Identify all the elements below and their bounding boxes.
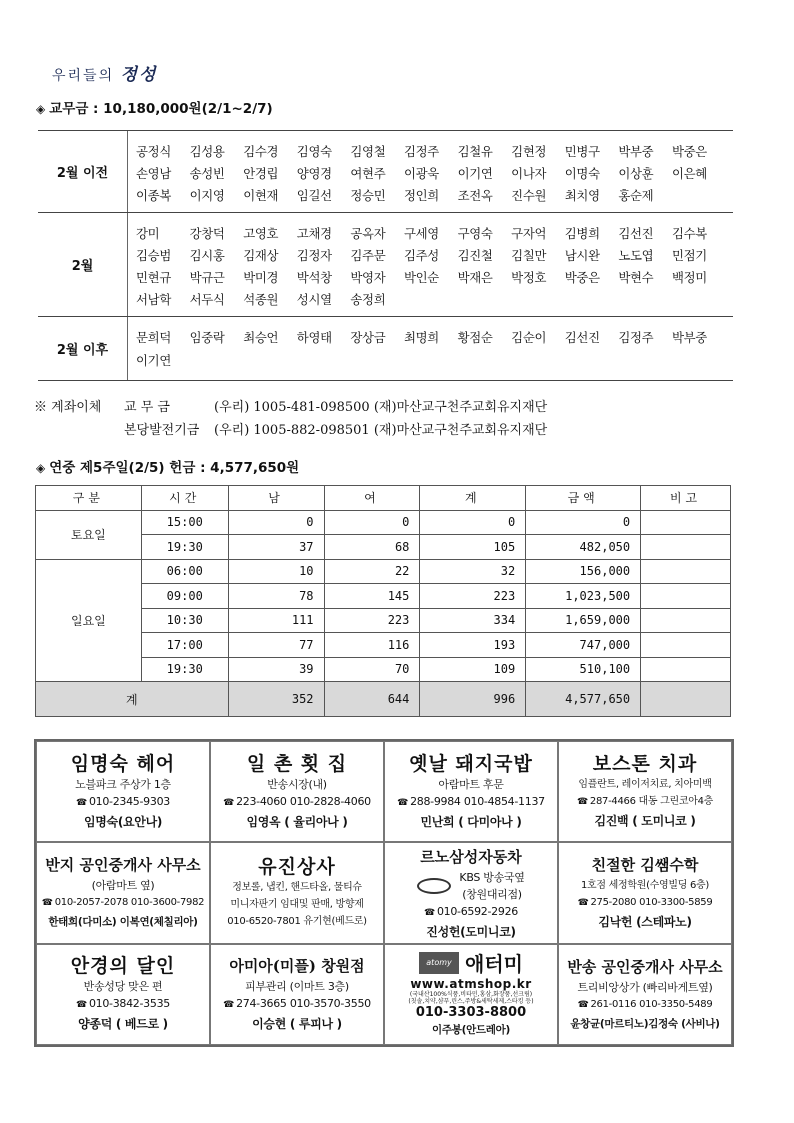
ad-title: 반송 공인중개사 사무소: [567, 957, 723, 976]
donor-name: 문희덕: [136, 330, 172, 345]
donor-name: 김현정: [511, 144, 547, 159]
sum-cell: 334: [420, 608, 526, 633]
donor-name: 최승언: [243, 330, 279, 345]
donor-name: 이현재: [243, 188, 279, 203]
ad-dental: [558, 741, 732, 842]
donor-name: 박중은: [564, 270, 600, 285]
donor-name: 성시열: [296, 292, 332, 307]
donor-name: 손영남: [136, 166, 172, 181]
donor-row-before: [38, 131, 733, 213]
ad-address: 반송성당 맞은 편: [83, 980, 163, 994]
ad-owner: 이승현 ( 루피나 ): [252, 1017, 342, 1032]
page-heading-highlight: 정성: [120, 65, 158, 85]
donor-name: 진수원: [511, 188, 547, 203]
ad-title: 보스톤 치과: [592, 753, 698, 776]
phone-icon: ☎: [424, 907, 435, 918]
donor-name: 남시완: [564, 248, 600, 263]
donor-name: 홍순제: [618, 188, 654, 203]
ad-owner: 임명숙(요안나): [83, 814, 163, 829]
ad-phone-text: 010-6592-2926: [436, 904, 518, 918]
ad-owner: 민난희 ( 다미아나 ): [420, 814, 522, 829]
ad-owner: 한태희(다미소) 이복연(체칠리아): [48, 916, 198, 929]
sum-cell: 32: [420, 559, 526, 584]
sum-cell: 109: [420, 657, 526, 682]
amount-cell: 747,000: [526, 633, 641, 658]
donor-name: 강창덕: [189, 226, 225, 241]
donor-name: 박정호: [511, 270, 547, 285]
ad-title: 일 촌 횟 집: [246, 752, 348, 775]
header-amount: 금액: [526, 486, 641, 511]
donor-name: 서두식: [189, 292, 225, 307]
tithe-title-text: 교무금 : 10,180,000원(2/1~2/7): [49, 101, 273, 117]
ad-owner: 이주봉(안드레아): [432, 1024, 510, 1037]
donor-name: 김병희: [564, 226, 600, 241]
account-text: (우리) 1005-481-098500 (재)마산교구천주교회유지재단: [214, 400, 548, 415]
header-sum: 계: [420, 486, 526, 511]
ad-owner: 임영옥 ( 율리아나 ): [246, 814, 348, 829]
ad-phone-text: 010-3842-3535: [88, 997, 170, 1011]
donor-name: 고채경: [296, 226, 332, 241]
account-line: [34, 417, 547, 440]
phone-icon: ☎: [223, 797, 235, 808]
note-cell: [641, 535, 731, 560]
ad-phone-text: 274-3665 010-3570-3550: [236, 997, 371, 1011]
donor-name: 서남학: [136, 292, 172, 307]
female-cell: 70: [324, 657, 420, 682]
table-row: [36, 510, 731, 535]
ad-phone: 010-3303-8800: [415, 1005, 527, 1021]
donor-name: 이종복: [136, 188, 172, 203]
male-cell: 39: [228, 657, 324, 682]
donor-name: 구영숙: [457, 226, 493, 241]
ad-address: 트리비앙상가 (빠리바게트옆): [577, 980, 713, 994]
donor-name: 김영숙: [296, 144, 332, 159]
phone-icon: ☎: [397, 797, 409, 808]
amount-cell: 1,659,000: [526, 608, 641, 633]
note-cell: [641, 510, 731, 535]
donor-name: 이기연: [457, 166, 493, 181]
ad-title: 르노삼성자동차: [420, 847, 522, 866]
donor-name: 김진철: [457, 248, 493, 263]
header-male: 남: [228, 486, 324, 511]
donor-name: 강미: [136, 226, 160, 241]
female-cell: 145: [324, 584, 420, 609]
donor-name: 구세영: [403, 226, 439, 241]
ad-address: 아람마트 후문: [438, 777, 504, 791]
amount-total: 4,577,650: [526, 682, 641, 717]
ad-address: 피부관리 (이마트 3층): [245, 980, 349, 994]
account-info: [34, 394, 547, 440]
ad-phone: [76, 793, 170, 812]
donor-name: 박미경: [243, 270, 279, 285]
diamond-icon: ◈: [36, 102, 46, 116]
phone-icon: ☎: [76, 1000, 87, 1011]
donor-name: 조전옥: [457, 188, 493, 203]
page-heading-prefix: 우리들의: [52, 68, 121, 84]
header-category: 구분: [36, 486, 142, 511]
ad-glasses: [36, 944, 210, 1045]
donor-name: 이은혜: [671, 166, 707, 181]
ad-owner: 김진백 ( 도미니코 ): [594, 814, 696, 829]
attendance-table: [35, 485, 731, 717]
donor-name: 이상훈: [618, 166, 654, 181]
total-label: 계: [36, 682, 229, 717]
atomy-logo-icon: atomy: [419, 952, 459, 974]
male-cell: 10: [228, 559, 324, 584]
sum-total: 996: [420, 682, 526, 717]
ad-phone-text: 261-0116 010-3350-5489: [590, 998, 713, 1010]
phone-icon: ☎: [576, 797, 588, 808]
ad-title: 임명숙 헤어: [70, 752, 176, 775]
donor-row-label: 2월 이후: [38, 317, 128, 380]
ad-phone-text: 288-9984 010-4854-1137: [410, 794, 545, 808]
donor-names: [128, 213, 733, 316]
time-cell: 10:30: [141, 608, 228, 633]
ad-address: 1호점 세정학원(수영빌딩 6층): [580, 880, 710, 892]
time-cell: 15:00: [141, 510, 228, 535]
donor-name: 김순이: [511, 330, 547, 345]
male-cell: 77: [228, 633, 324, 658]
time-cell: 17:00: [141, 633, 228, 658]
donor-name: 김재상: [243, 248, 279, 263]
sum-cell: 223: [420, 584, 526, 609]
amount-cell: 1,023,500: [526, 584, 641, 609]
ad-address: 반송시장(내): [267, 777, 327, 791]
donor-name: 김정자: [296, 248, 332, 263]
ad-line: 미니자판기 임대및 판매, 방향제: [230, 899, 364, 911]
donor-name: 구자억: [511, 226, 547, 241]
ad-phone: [578, 996, 713, 1014]
note-cell: [641, 633, 731, 658]
donor-names: [128, 131, 733, 212]
sum-cell: 0: [420, 510, 526, 535]
note-cell: [641, 559, 731, 584]
donor-name: 김수복: [671, 226, 707, 241]
donor-name: 박석창: [296, 270, 332, 285]
ad-phone: 010-6520-7801 유기현(베드로): [227, 916, 367, 928]
donor-name: 김성용: [189, 144, 225, 159]
donor-name: 석종원: [243, 292, 279, 307]
note-cell: [641, 608, 731, 633]
male-cell: 78: [228, 584, 324, 609]
tithe-section-title: [36, 97, 273, 117]
ad-hair-salon: [36, 741, 210, 842]
page-heading: [52, 60, 157, 85]
ad-phone: [424, 903, 518, 922]
car-logo-icon: [417, 878, 451, 894]
ad-phone: [397, 793, 545, 812]
amount-cell: 156,000: [526, 559, 641, 584]
donor-name: 양영경: [296, 166, 332, 181]
header-note: 비고: [641, 486, 731, 511]
female-cell: 22: [324, 559, 420, 584]
male-total: 352: [228, 682, 324, 717]
ad-address: (아람마트 옆): [91, 879, 155, 893]
ad-phone-text: 010-2057-2078 010-3600-7982: [54, 897, 205, 909]
donor-name: 정인희: [403, 188, 439, 203]
ad-phone-text: 010-2345-9303: [88, 794, 170, 808]
amount-cell: 482,050: [526, 535, 641, 560]
ad-phone-text: 275-2080 010-3300-5859: [590, 897, 713, 909]
total-row: [36, 682, 731, 717]
time-cell: 06:00: [141, 559, 228, 584]
account-line: [34, 394, 547, 417]
male-cell: 37: [228, 535, 324, 560]
donor-name: 이기연: [136, 352, 172, 368]
ad-title: 옛날 돼지국밥: [409, 752, 533, 775]
donor-name: 안경립: [243, 166, 279, 181]
donor-name: 최치영: [564, 188, 600, 203]
donor-name: 박인순: [403, 270, 439, 285]
phone-icon: ☎: [577, 999, 589, 1010]
donor-list: [38, 130, 733, 381]
ad-owner: 김낙헌 (스테파노): [598, 915, 692, 930]
donor-name: 황점순: [457, 330, 493, 345]
ad-logo-row: [419, 948, 523, 977]
ad-yujin: [210, 842, 384, 943]
note-cell: [641, 682, 731, 717]
donor-name: 이지영: [189, 188, 225, 203]
donor-name: 이나자: [511, 166, 547, 181]
amount-cell: 0: [526, 510, 641, 535]
time-cell: 19:30: [141, 657, 228, 682]
ad-owner: 양종덕 ( 베드로 ): [78, 1017, 168, 1032]
donor-name: 김선진: [564, 330, 600, 345]
ad-logo-row: [417, 869, 524, 903]
amount-cell: 510,100: [526, 657, 641, 682]
ad-line: 정보롤, 냅킨, 핸드타올, 물티슈: [232, 882, 362, 894]
donor-name: 임중락: [189, 330, 225, 345]
ad-phone-text: 223-4060 010-2828-4060: [236, 794, 371, 808]
time-cell: 09:00: [141, 584, 228, 609]
donor-name: 김주문: [350, 248, 386, 263]
account-label: 교 무 금: [124, 400, 170, 415]
donor-name: 이광욱: [403, 166, 439, 181]
female-cell: 223: [324, 608, 420, 633]
donor-row-after: [38, 317, 733, 381]
ad-phone: [76, 995, 170, 1014]
ad-title: 반지 공인중개사 사무소: [45, 856, 201, 875]
donor-name: 김정주: [618, 330, 654, 345]
ad-owner: 윤창균(마르티노)김정숙 (사비나): [570, 1017, 720, 1030]
female-cell: 0: [324, 510, 420, 535]
donor-name: 공정식: [136, 144, 172, 159]
phone-icon: ☎: [223, 1000, 235, 1011]
note-cell: [641, 584, 731, 609]
sunday-label: 일요일: [36, 559, 142, 682]
donor-name: 김철유: [457, 144, 493, 159]
donor-name: 김수경: [243, 144, 279, 159]
ad-title: 안경의 달인: [70, 955, 176, 978]
donor-name: 박규근: [189, 270, 225, 285]
donor-name: 박현수: [618, 270, 654, 285]
ads-grid: [34, 739, 734, 1047]
donor-name: 김영철: [350, 144, 386, 159]
ad-owner: 진성헌(도미니코): [426, 924, 516, 939]
ad-realtor-bansong: [558, 944, 732, 1045]
male-cell: 0: [228, 510, 324, 535]
donor-name: 김시홍: [189, 248, 225, 263]
ad-title: 친절한 김쌤수학: [591, 856, 699, 875]
donor-name: 여현주: [350, 166, 386, 181]
account-mark: ※ 계좌이체: [34, 400, 102, 415]
sum-cell: 105: [420, 535, 526, 560]
ad-math: [558, 842, 732, 943]
donor-name: 하영태: [296, 330, 332, 345]
donor-name: 고영호: [243, 226, 279, 241]
ad-address: 임플란트, 레이저치료, 치아미백: [578, 779, 712, 791]
header-time: 시간: [141, 486, 228, 511]
ad-address: (창원대리점): [462, 887, 522, 901]
donor-name: 임길선: [296, 188, 332, 203]
ad-sashimi: [210, 741, 384, 842]
donor-name: 송정희: [350, 292, 386, 307]
ad-realtor-banji: [36, 842, 210, 943]
donor-row-feb: [38, 213, 733, 317]
donor-name: 김선진: [618, 226, 654, 241]
donor-name: 정승민: [350, 188, 386, 203]
donor-name: 민점기: [671, 248, 707, 263]
ad-atomy: [384, 944, 558, 1045]
ad-address: 노블파크 주상가 1층: [75, 777, 171, 791]
ad-renault: [384, 842, 558, 943]
account-text: (우리) 1005-882-098501 (재)마산교구천주교회유지재단: [214, 423, 548, 438]
donor-names: [128, 317, 733, 380]
ad-phone: [223, 793, 371, 812]
offering-title-text: 연중 제5주일(2/5) 헌금 : 4,577,650원: [49, 460, 300, 476]
diamond-icon: ◈: [36, 461, 46, 475]
saturday-label: 토요일: [36, 510, 142, 559]
donor-name: 민병구: [564, 144, 600, 159]
female-cell: 116: [324, 633, 420, 658]
table-header-row: [36, 486, 731, 511]
phone-icon: ☎: [41, 898, 53, 909]
female-cell: 68: [324, 535, 420, 560]
ad-phone: [223, 995, 371, 1014]
female-total: 644: [324, 682, 420, 717]
ad-phone-text: 287-4466 대동 그린코아4층: [589, 796, 713, 808]
ad-phone: [577, 793, 713, 811]
time-cell: 19:30: [141, 535, 228, 560]
ad-phone: [42, 894, 204, 912]
donor-name: 장상금: [350, 330, 386, 345]
male-cell: 111: [228, 608, 324, 633]
donor-name: 박재은: [457, 270, 493, 285]
donor-name: 공옥자: [350, 226, 386, 241]
ad-fineprint: (국내산100%식품,비타민,홍삼,화장품,선크림): [409, 991, 533, 999]
ad-title: 애터미: [465, 952, 523, 977]
ad-gukbap: [384, 741, 558, 842]
ad-fineprint: (칫솔,치약,샴푸,린스,주방&세탁세제,스타킹 등): [408, 998, 534, 1006]
donor-name: 이명숙: [564, 166, 600, 181]
phone-icon: ☎: [577, 898, 589, 909]
ad-amia: [210, 944, 384, 1045]
donor-name: 김칠만: [511, 248, 547, 263]
donor-name: 민현규: [136, 270, 172, 285]
sum-cell: 193: [420, 633, 526, 658]
donor-row-label: 2월 이전: [38, 131, 128, 212]
offering-section-title: [36, 456, 299, 476]
donor-name: 김주성: [403, 248, 439, 263]
donor-name: 백정미: [671, 270, 707, 285]
ad-title: 유진상사: [258, 856, 336, 879]
account-label: 본당발전기금: [124, 423, 200, 438]
donor-name: 박중은: [671, 144, 707, 159]
phone-icon: ☎: [76, 797, 87, 808]
donor-name: 박부중: [618, 144, 654, 159]
note-cell: [641, 657, 731, 682]
donor-name: 노도엽: [618, 248, 654, 263]
donor-name: 김정주: [403, 144, 439, 159]
ad-phone: [578, 894, 713, 912]
header-female: 여: [324, 486, 420, 511]
donor-name: 김승범: [136, 248, 172, 263]
ad-address: KBS 방송국옆: [459, 870, 525, 884]
donor-name: 박부중: [671, 330, 707, 345]
donor-name: 박영자: [350, 270, 386, 285]
donor-name: 최명희: [403, 330, 439, 345]
ad-title: 아미아(미플) 창원점: [229, 957, 365, 976]
donor-row-label: 2월: [38, 213, 128, 316]
table-row: [36, 559, 731, 584]
ad-url: www.atmshop.kr: [410, 977, 532, 992]
donor-name: 송성빈: [189, 166, 225, 181]
